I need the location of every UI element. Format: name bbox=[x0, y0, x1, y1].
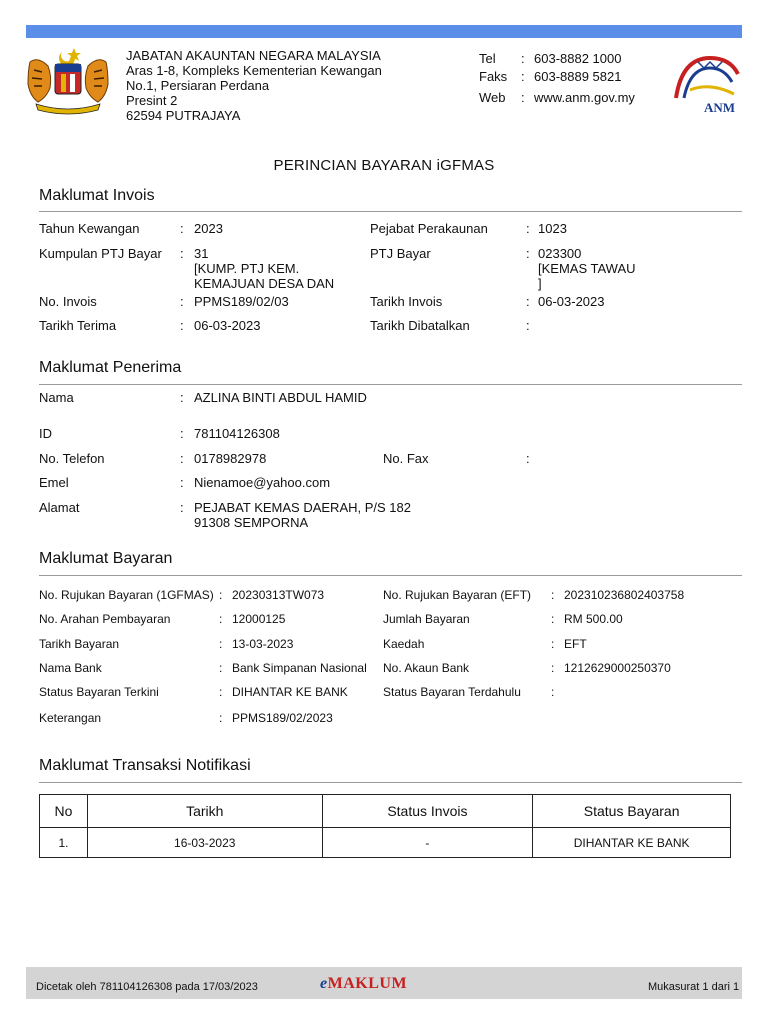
top-color-bar bbox=[26, 25, 742, 38]
value-kaedah: EFT bbox=[564, 637, 587, 651]
separator: : bbox=[180, 294, 184, 309]
tel-separator: : bbox=[521, 51, 525, 66]
printed-by-text: Dicetak oleh 781104126308 pada 17/03/2023 bbox=[36, 981, 258, 993]
label-alamat: Alamat bbox=[39, 500, 80, 515]
label-status-terdahulu: Status Bayaran Terdahulu bbox=[383, 685, 521, 699]
separator: : bbox=[219, 711, 223, 725]
emaklum-logo-text: MAKLUM bbox=[327, 975, 408, 992]
tel-value: 603-8882 1000 bbox=[534, 51, 622, 66]
table-row bbox=[40, 828, 731, 858]
section-divider bbox=[39, 575, 742, 576]
section-title-penerima: Maklumat Penerima bbox=[39, 359, 182, 376]
section-title-bayaran: Maklumat Bayaran bbox=[39, 550, 173, 567]
label-status-terkini: Status Bayaran Terkini bbox=[39, 685, 159, 699]
web-link[interactable]: www.anm.gov.my bbox=[534, 90, 635, 105]
separator: : bbox=[219, 685, 223, 699]
value-pejabat-perakaunan: 1023 bbox=[538, 221, 567, 236]
label-jumlah: Jumlah Bayaran bbox=[383, 612, 470, 626]
separator: : bbox=[180, 500, 184, 515]
separator: : bbox=[551, 637, 555, 651]
value-no-arahan: 12000125 bbox=[232, 612, 286, 626]
label-no-telefon: No. Telefon bbox=[39, 451, 105, 466]
column-header-tarikh: Tarikh bbox=[87, 795, 322, 828]
column-header-status-invois: Status Invois bbox=[322, 795, 533, 828]
value-kumpulan-ptj-bayar bbox=[194, 246, 334, 291]
value-line: KEMAJUAN DESA DAN bbox=[194, 276, 335, 291]
separator: : bbox=[526, 221, 530, 236]
separator: : bbox=[180, 221, 184, 236]
tel-label: Tel bbox=[479, 51, 496, 66]
org-address-line: 62594 PUTRAJAYA bbox=[126, 108, 241, 123]
fax-separator: : bbox=[521, 69, 525, 84]
fax-value: 603-8889 5821 bbox=[534, 69, 622, 84]
value-nama: AZLINA BINTI ABDUL HAMID bbox=[194, 390, 367, 405]
label-tarikh-terima: Tarikh Terima bbox=[39, 318, 117, 333]
separator: : bbox=[526, 294, 530, 309]
org-address-line: Presint 2 bbox=[126, 93, 178, 108]
value-no-akaun: 1212629000250370 bbox=[564, 661, 671, 675]
org-name: JABATAN AKAUNTAN NEGARA MALAYSIA bbox=[126, 48, 381, 63]
org-address-line: No.1, Persiaran Perdana bbox=[126, 78, 270, 93]
separator: : bbox=[551, 661, 555, 675]
label-no-invois: No. Invois bbox=[39, 294, 97, 309]
section-divider bbox=[39, 384, 742, 385]
value-line: 31 bbox=[194, 246, 209, 261]
label-tarikh-invois: Tarikh Invois bbox=[370, 294, 443, 309]
value-tarikh-invois: 06-03-2023 bbox=[538, 294, 605, 309]
value-tarikh-bayaran: 13-03-2023 bbox=[232, 637, 294, 651]
value-tarikh-terima: 06-03-2023 bbox=[194, 318, 261, 333]
value-line: 023300 bbox=[538, 246, 582, 261]
value-line: ] bbox=[538, 276, 542, 291]
separator: : bbox=[219, 588, 223, 602]
cell-status-invois: - bbox=[322, 828, 533, 858]
value-no-rujukan-eft: 202310236802403758 bbox=[564, 588, 685, 602]
value-id: 781104126308 bbox=[194, 426, 280, 441]
column-header-status-bayaran: Status Bayaran bbox=[533, 795, 731, 828]
separator: : bbox=[180, 475, 184, 490]
value-no-rujukan-1gfmas: 20230313TW073 bbox=[232, 588, 325, 602]
section-title-notifikasi: Maklumat Transaksi Notifikasi bbox=[39, 757, 251, 774]
separator: : bbox=[180, 426, 184, 441]
cell-tarikh: 16-03-2023 bbox=[87, 828, 322, 858]
label-no-fax: No. Fax bbox=[383, 451, 429, 466]
fax-label: Faks bbox=[479, 69, 508, 84]
separator: : bbox=[219, 637, 223, 651]
label-kaedah: Kaedah bbox=[383, 637, 425, 651]
section-divider bbox=[39, 782, 742, 783]
value-no-invois: PPMS189/02/03 bbox=[194, 294, 289, 309]
cell-status-bayaran: DIHANTAR KE BANK bbox=[533, 828, 731, 858]
label-ptj-bayar: PTJ Bayar bbox=[370, 246, 431, 261]
separator: : bbox=[180, 318, 184, 333]
label-nama: Nama bbox=[39, 390, 74, 405]
value-emel: Nienamoe@yahoo.com bbox=[194, 475, 331, 490]
label-kumpulan-ptj-bayar: Kumpulan PTJ Bayar bbox=[39, 246, 162, 261]
table-header-row bbox=[40, 795, 731, 828]
label-tahun-kewangan: Tahun Kewangan bbox=[39, 221, 140, 236]
separator: : bbox=[526, 451, 530, 466]
separator: : bbox=[180, 246, 184, 261]
value-tahun-kewangan: 2023 bbox=[194, 221, 223, 236]
label-id: ID bbox=[39, 426, 52, 441]
label-no-akaun: No. Akaun Bank bbox=[383, 661, 470, 675]
separator: : bbox=[551, 612, 555, 626]
cell-no: 1. bbox=[40, 828, 88, 858]
column-header-no: No bbox=[40, 795, 88, 828]
label-keterangan: Keterangan bbox=[39, 711, 102, 725]
org-address bbox=[126, 48, 382, 123]
anm-logo-icon bbox=[668, 48, 744, 118]
web-label: Web bbox=[479, 90, 506, 105]
value-nama-bank: Bank Simpanan Nasional bbox=[232, 661, 367, 675]
label-no-rujukan-1gfmas: No. Rujukan Bayaran (1GFMAS) bbox=[39, 588, 214, 602]
section-divider bbox=[39, 211, 742, 212]
value-alamat bbox=[194, 500, 411, 530]
emaklum-logo bbox=[320, 975, 407, 993]
label-no-arahan: No. Arahan Pembayaran bbox=[39, 612, 171, 626]
value-line: 91308 SEMPORNA bbox=[194, 515, 309, 530]
label-tarikh-dibatalkan: Tarikh Dibatalkan bbox=[370, 318, 470, 333]
value-line: PEJABAT KEMAS DAERAH, P/S 182 bbox=[194, 500, 411, 515]
value-no-telefon: 0178982978 bbox=[194, 451, 267, 466]
value-status-terkini: DIHANTAR KE BANK bbox=[232, 685, 348, 699]
emaklum-logo-e: e bbox=[320, 975, 328, 992]
value-keterangan: PPMS189/02/2023 bbox=[232, 711, 333, 725]
page-title: PERINCIAN BAYARAN iGFMAS bbox=[273, 157, 495, 174]
section-title-invois: Maklumat Invois bbox=[39, 187, 155, 204]
separator: : bbox=[219, 661, 223, 675]
value-jumlah: RM 500.00 bbox=[564, 612, 623, 626]
label-emel: Emel bbox=[39, 475, 69, 490]
org-address-line: Aras 1-8, Kompleks Kementerian Kewangan bbox=[126, 63, 382, 78]
separator: : bbox=[219, 612, 223, 626]
coat-of-arms-icon bbox=[22, 44, 114, 118]
label-tarikh-bayaran: Tarikh Bayaran bbox=[39, 637, 120, 651]
label-nama-bank: Nama Bank bbox=[39, 661, 102, 675]
page-number: Mukasurat 1 dari 1 bbox=[648, 981, 740, 993]
separator: : bbox=[526, 246, 530, 261]
separator: : bbox=[551, 588, 555, 602]
separator: : bbox=[180, 451, 184, 466]
label-pejabat-perakaunan: Pejabat Perakaunan bbox=[370, 221, 488, 236]
anm-logo-text: ANM bbox=[704, 100, 736, 115]
value-ptj-bayar bbox=[538, 246, 636, 291]
separator: : bbox=[180, 390, 184, 405]
notification-table bbox=[39, 794, 731, 858]
web-separator: : bbox=[521, 90, 525, 105]
separator: : bbox=[526, 318, 530, 333]
value-line: [KEMAS TAWAU bbox=[538, 261, 636, 276]
value-line: [KUMP. PTJ KEM. bbox=[194, 261, 300, 276]
separator: : bbox=[551, 685, 555, 699]
label-no-rujukan-eft: No. Rujukan Bayaran (EFT) bbox=[383, 588, 532, 602]
